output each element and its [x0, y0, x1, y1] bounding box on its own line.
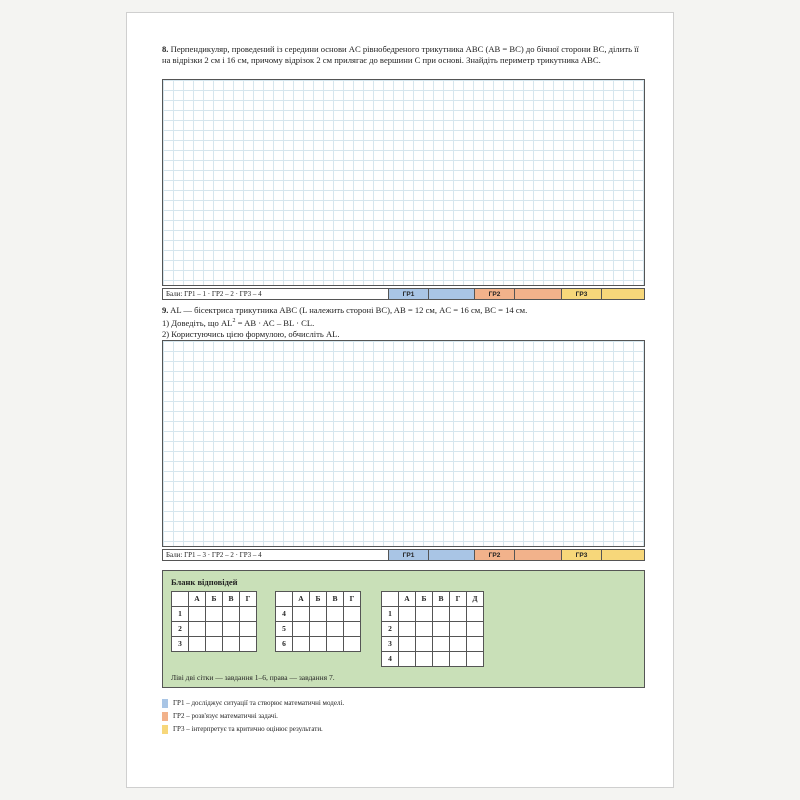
legend-label: ГР2 – розв'язує математичні задачі. [173, 712, 278, 720]
score-cell-gr2-label: ГР2 [475, 289, 515, 299]
answer-cell[interactable] [327, 622, 344, 637]
answer-cell[interactable] [310, 637, 327, 652]
grid-header: Б [416, 592, 433, 607]
legend-item-gr2 [162, 711, 278, 721]
answer-cell[interactable] [344, 637, 361, 652]
task-9-line-1 [162, 305, 648, 316]
grid-header: Б [206, 592, 223, 607]
answer-cell[interactable] [310, 622, 327, 637]
answer-cell[interactable] [189, 607, 206, 622]
answer-cell[interactable] [293, 622, 310, 637]
score-cell-gr1-label: ГР1 [389, 550, 429, 560]
legend-swatch-orange [162, 712, 168, 721]
answer-cell[interactable] [399, 622, 416, 637]
answer-cell[interactable] [327, 637, 344, 652]
answer-cell[interactable] [206, 637, 223, 652]
score-cell-gr2-input[interactable] [515, 289, 562, 299]
answer-cell[interactable] [206, 607, 223, 622]
grid-header: А [189, 592, 206, 607]
answer-cell[interactable] [399, 607, 416, 622]
task-9-superscript: 2 [232, 318, 236, 324]
answer-cell[interactable] [223, 637, 240, 652]
answer-cell[interactable] [467, 652, 484, 667]
task-9-line-2 [162, 316, 648, 329]
grid-header: А [293, 592, 310, 607]
legend-label: ГР1 – досліджує ситуації та створює математичні моделі. [173, 699, 345, 707]
grid-header: В [223, 592, 240, 607]
answer-cell[interactable] [240, 607, 257, 622]
answer-cell[interactable] [240, 622, 257, 637]
grid-header: Б [310, 592, 327, 607]
task-9-number: 9. [162, 305, 169, 315]
answer-sheet-note: Ліві дві сітки — завдання 1–6, права — завдання 7. [171, 673, 335, 682]
score-cell-gr1-input[interactable] [429, 550, 475, 560]
legend-item-gr3 [162, 724, 323, 734]
answer-cell[interactable] [327, 607, 344, 622]
grid-row-label: 3 [172, 637, 189, 652]
answer-cell[interactable] [293, 607, 310, 622]
task-8-score-bar [162, 288, 645, 300]
legend-swatch-yellow [162, 725, 168, 734]
answer-cell[interactable] [399, 637, 416, 652]
task-9-part1-post: = AB · AC – BL · CL. [235, 317, 315, 328]
answer-cell[interactable] [450, 622, 467, 637]
grid-header: А [399, 592, 416, 607]
task-8-answer-area[interactable] [162, 79, 645, 286]
answer-cell[interactable] [416, 607, 433, 622]
score-cell-gr3-label: ГР3 [562, 289, 602, 299]
grid-header: Г [240, 592, 257, 607]
legend-item-gr1 [162, 698, 344, 708]
task-8-statement: Перпендикуляр, проведений із середини основи AC рівнобедреного трикутника ABC (AB = BC) до бічної сторони BC, ділить її на відрізки 2 см і 16 см, причому відрізок 2 см прилягає до вершини C при основі. Знайдіть периметр трикутника ABC. [162, 44, 639, 65]
grid-header: Д [467, 592, 484, 607]
grid-row-label: 1 [382, 607, 399, 622]
answer-cell[interactable] [189, 637, 206, 652]
answer-cell[interactable] [467, 607, 484, 622]
score-cell-gr3-label: ГР3 [562, 550, 602, 560]
answer-cell[interactable] [433, 607, 450, 622]
answer-cell[interactable] [399, 652, 416, 667]
legend-label: ГР3 – інтерпретує та критично оцінює результати. [173, 725, 323, 733]
grid-row-label: 3 [382, 637, 399, 652]
grid-row-label: 2 [172, 622, 189, 637]
answer-cell[interactable] [416, 637, 433, 652]
grid-row-label: 6 [276, 637, 293, 652]
grid-header: Г [344, 592, 361, 607]
grid-row-label: 2 [382, 622, 399, 637]
task-9-condition: AL — бісектриса трикутника ABC (L належить стороні BC), AB = 12 см, AC = 16 см, BC = 14 см. [170, 305, 528, 315]
grid-row-label: 5 [276, 622, 293, 637]
answer-cell[interactable] [450, 652, 467, 667]
answer-cell[interactable] [189, 622, 206, 637]
answer-cell[interactable] [433, 622, 450, 637]
grid-row-label: 4 [382, 652, 399, 667]
task-9-points: Бали: ГР1 – 3 · ГР2 – 2 · ГР3 – 4 [163, 550, 389, 560]
task-9-part1-pre: 1) Доведіть, що AL [162, 317, 233, 328]
task-9-answer-area[interactable] [162, 340, 645, 547]
task-8-text [162, 44, 648, 66]
task-9-score-bar [162, 549, 645, 561]
score-cell-gr3-input[interactable] [602, 289, 644, 299]
task-9-line-3: 2) Користуючись цією формулою, обчисліть AL. [162, 328, 340, 339]
score-cell-gr2-label: ГР2 [475, 550, 515, 560]
answer-cell[interactable] [416, 622, 433, 637]
answer-cell[interactable] [467, 637, 484, 652]
task-8-points: Бали: ГР1 – 1 · ГР2 – 2 · ГР3 – 4 [163, 289, 389, 299]
answer-cell[interactable] [344, 607, 361, 622]
task-8-number: 8. [162, 44, 169, 54]
answer-cell[interactable] [206, 622, 223, 637]
answer-sheet-title: Бланк відповідей [171, 577, 238, 587]
answer-cell[interactable] [240, 637, 257, 652]
answer-sheet [162, 570, 645, 688]
grid-row-label: 1 [172, 607, 189, 622]
grid-header: В [327, 592, 344, 607]
answer-cell[interactable] [450, 607, 467, 622]
answer-grid-3 [381, 591, 484, 667]
answer-cell[interactable] [433, 652, 450, 667]
grid-header: Г [450, 592, 467, 607]
score-cell-gr2-input[interactable] [515, 550, 562, 560]
answer-cell[interactable] [450, 637, 467, 652]
legend-swatch-blue [162, 699, 168, 708]
score-cell-gr1-label: ГР1 [389, 289, 429, 299]
answer-cell[interactable] [293, 637, 310, 652]
grid-row-label: 4 [276, 607, 293, 622]
score-cell-gr1-input[interactable] [429, 289, 475, 299]
answer-cell[interactable] [223, 622, 240, 637]
answer-grid-1 [171, 591, 257, 652]
grid-header: В [433, 592, 450, 607]
task-9-text [162, 305, 648, 340]
answer-cell[interactable] [344, 622, 361, 637]
answer-cell[interactable] [433, 637, 450, 652]
answer-grid-2 [275, 591, 361, 652]
answer-cell[interactable] [223, 607, 240, 622]
answer-cell[interactable] [467, 622, 484, 637]
answer-cell[interactable] [310, 607, 327, 622]
answer-cell[interactable] [416, 652, 433, 667]
score-cell-gr3-input[interactable] [602, 550, 644, 560]
